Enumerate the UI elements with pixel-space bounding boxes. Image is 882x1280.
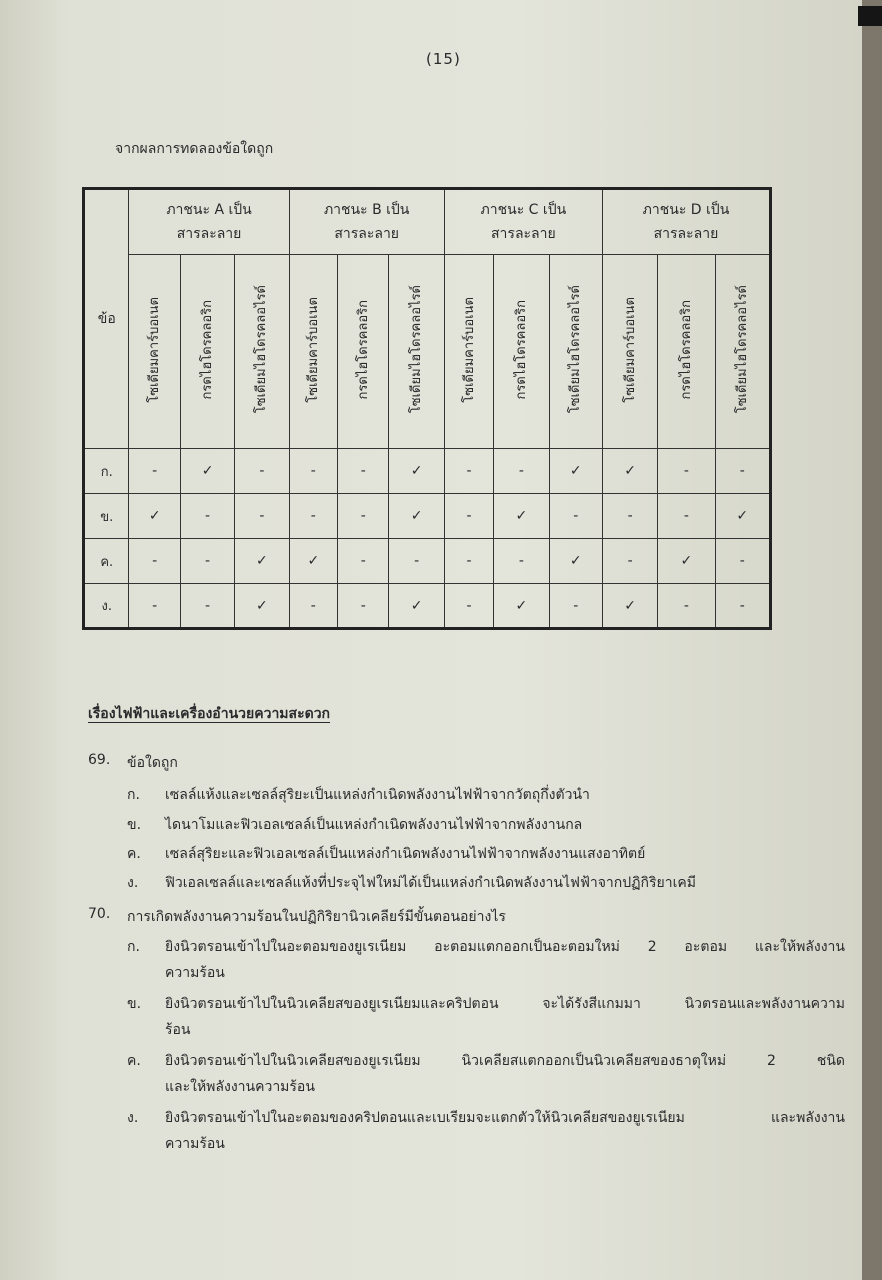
col-header xyxy=(658,255,715,449)
col-header xyxy=(549,255,602,449)
row-label: ค. xyxy=(84,539,129,584)
corner-shadow xyxy=(858,6,882,26)
q70-question: การเกิดพลังงานความร้อนในปฏิกิริยานิวเคลียร์มีขั้นตอนอย่างไร xyxy=(127,909,506,925)
table-cell: - xyxy=(602,539,657,584)
table-cell: ✓ xyxy=(235,539,289,584)
table-cell: - xyxy=(389,539,444,584)
col-header xyxy=(715,255,770,449)
col-header xyxy=(444,255,493,449)
table-cell: - xyxy=(715,539,770,584)
col-header-label: กรดไฮโดรคลอริก xyxy=(200,299,216,400)
option-line: ยิงนิวตรอนเข้าไปในนิวเคลียสของยูเรเนียม นิวเคลียสแตกออกเป็นนิวเคลียสของธาตุใหม่ 2 ชนิด xyxy=(165,1053,845,1069)
table-cell: - xyxy=(549,494,602,539)
table-cell: - xyxy=(338,584,389,629)
table-row xyxy=(84,449,771,494)
option-text xyxy=(165,1107,845,1129)
col-header xyxy=(180,255,234,449)
col-header-label: โซเดียมคาร์บอเนต xyxy=(305,296,321,403)
group-c-line2: สารละลาย xyxy=(491,226,556,242)
col-header xyxy=(389,255,444,449)
table-cell: - xyxy=(715,584,770,629)
table-cell: ✓ xyxy=(715,494,770,539)
row-label: ข. xyxy=(84,494,129,539)
col-header-label: โซเดียมไฮโดรคลอไรด์ xyxy=(734,285,750,414)
col-header xyxy=(289,255,337,449)
table-cell: - xyxy=(180,539,234,584)
group-c-line1: ภาชนะ C เป็น xyxy=(480,202,567,218)
group-header-d xyxy=(602,189,770,255)
option-text: ฟิวเอลเซลล์และเซลล์แห้งที่ประจุไฟใหม่ได้เป็นแหล่งกำเนิดพลังงานไฟฟ้าจากปฏิกิริยาเคมี xyxy=(165,875,696,891)
col-header-label: โซเดียมไฮโดรคลอไรด์ xyxy=(568,285,584,414)
option-label: ค. xyxy=(127,1053,141,1069)
col-header-label: กรดไฮโดรคลอริก xyxy=(513,299,529,400)
table-cell: ✓ xyxy=(658,539,715,584)
table-cell: - xyxy=(658,494,715,539)
option-text-cont: ร้อน xyxy=(165,1022,191,1038)
row-header-cell xyxy=(84,189,129,449)
table-cell: ✓ xyxy=(235,584,289,629)
table-cell: ✓ xyxy=(602,449,657,494)
table-row xyxy=(84,539,771,584)
table-cell: - xyxy=(444,539,493,584)
col-header-label: โซเดียมคาร์บอเนต xyxy=(461,296,477,403)
table-cell: - xyxy=(444,449,493,494)
table-cell: - xyxy=(494,539,549,584)
col-header xyxy=(235,255,289,449)
col-header-label: กรดไฮโดรคลอริก xyxy=(678,299,694,400)
page-number: (15) xyxy=(426,50,461,68)
table-cell: - xyxy=(338,449,389,494)
q69-question: ข้อใดถูก xyxy=(127,755,178,771)
section-heading: เรื่องไฟฟ้าและเครื่องอำนวยความสะดวก xyxy=(88,706,331,722)
table-cell: ✓ xyxy=(549,449,602,494)
table-cell: - xyxy=(494,449,549,494)
group-header-a xyxy=(129,189,289,255)
table-cell: - xyxy=(549,584,602,629)
table-cell: - xyxy=(129,539,180,584)
col-header-label: โซเดียมไฮโดรคลอไรด์ xyxy=(409,285,425,414)
col-header xyxy=(602,255,657,449)
option-text: เซลล์สุริยะและฟิวเอลเซลล์เป็นแหล่งกำเนิดพลังงานไฟฟ้าจากพลังงานแสงอาทิตย์ xyxy=(165,846,646,862)
row-header: ข้อ xyxy=(97,311,116,327)
q69-number: 69. xyxy=(88,752,111,768)
option-text-cont: และให้พลังงานความร้อน xyxy=(165,1079,315,1095)
table-cell: - xyxy=(180,494,234,539)
option-label: ก. xyxy=(127,787,140,803)
table-cell: ✓ xyxy=(549,539,602,584)
option-text: เซลล์แห้งและเซลล์สุริยะเป็นแหล่งกำเนิดพลังงานไฟฟ้าจากวัตถุกึ่งตัวนำ xyxy=(165,787,590,803)
group-d-line2: สารละลาย xyxy=(653,226,719,242)
table-cell: - xyxy=(235,494,289,539)
table-cell: - xyxy=(602,494,657,539)
group-header-b xyxy=(289,189,444,255)
option-label: ง. xyxy=(127,875,139,891)
group-d-line1: ภาชนะ D เป็น xyxy=(642,202,730,218)
col-header-label: กรดไฮโดรคลอริก xyxy=(355,299,371,400)
table-cell: - xyxy=(715,449,770,494)
option-text: ไดนาโมและฟิวเอลเซลล์เป็นแหล่งกำเนิดพลังงานไฟฟ้าจากพลังงานกล xyxy=(165,817,583,833)
option-text-cont: ความร้อน xyxy=(165,965,225,981)
row-label: ก. xyxy=(84,449,129,494)
option-text xyxy=(165,936,845,958)
table-cell: ✓ xyxy=(389,494,444,539)
table-cell: - xyxy=(180,584,234,629)
option-label: ค. xyxy=(127,846,141,862)
option-label: ก. xyxy=(127,939,140,955)
group-a-line2: สารละลาย xyxy=(176,226,242,242)
option-line: ยิงนิวตรอนเข้าไปในอะตอมของยูเรเนียม อะตอมแตกออกเป็นอะตอมใหม่ 2 อะตอม และให้พลังงาน xyxy=(165,939,845,955)
table-cell: - xyxy=(289,584,337,629)
option-line: ยิงนิวตรอนเข้าไปในนิวเคลียสของยูเรเนียมและคริปตอน จะได้รังสีแกมมา นิวตรอนและพลังงานความ xyxy=(165,996,845,1012)
table-cell: ✓ xyxy=(389,449,444,494)
option-label: ง. xyxy=(127,1110,139,1126)
table-row xyxy=(84,494,771,539)
table-cell: ✓ xyxy=(494,494,549,539)
table-cell: - xyxy=(129,584,180,629)
row-label: ง. xyxy=(84,584,129,629)
group-b-line2: สารละลาย xyxy=(334,226,400,242)
option-label: ข. xyxy=(127,996,142,1012)
table-cell: - xyxy=(444,494,493,539)
table-cell: - xyxy=(289,494,337,539)
table-cell: - xyxy=(338,494,389,539)
table-cell: ✓ xyxy=(494,584,549,629)
table-cell: - xyxy=(235,449,289,494)
table-cell: ✓ xyxy=(602,584,657,629)
table-cell: - xyxy=(444,584,493,629)
experiment-results-table xyxy=(82,187,772,630)
table-cell: - xyxy=(658,449,715,494)
group-b-line1: ภาชนะ B เป็น xyxy=(323,202,410,218)
table-cell: ✓ xyxy=(289,539,337,584)
table-cell: - xyxy=(129,449,180,494)
table-cell: ✓ xyxy=(180,449,234,494)
col-header-label: โซเดียมไฮโดรคลอไรด์ xyxy=(254,285,270,414)
option-text xyxy=(165,993,845,1015)
option-label: ข. xyxy=(127,817,142,833)
page-edge xyxy=(862,0,882,1280)
option-line: ยิงนิวตรอนเข้าไปในอะตอมของคริปตอนและเบเรียมจะแตกตัวให้นิวเคลียสของยูเรเนียม และพลังงาน xyxy=(165,1110,845,1126)
table-intro-question: จากผลการทดลองข้อใดถูก xyxy=(115,141,274,157)
table-row xyxy=(84,584,771,629)
option-text xyxy=(165,1050,845,1072)
col-header xyxy=(129,255,180,449)
group-a-line1: ภาชนะ A เป็น xyxy=(166,202,252,218)
table-cell: - xyxy=(289,449,337,494)
col-header xyxy=(338,255,389,449)
col-header-label: โซเดียมคาร์บอเนต xyxy=(147,296,163,403)
table-cell: ✓ xyxy=(389,584,444,629)
col-header-label: โซเดียมคาร์บอเนต xyxy=(622,296,638,403)
q70-number: 70. xyxy=(88,906,111,922)
group-header-c xyxy=(444,189,602,255)
col-header xyxy=(494,255,549,449)
option-text-cont: ความร้อน xyxy=(165,1136,225,1152)
table-cell: - xyxy=(338,539,389,584)
table-cell: - xyxy=(658,584,715,629)
table-cell: ✓ xyxy=(129,494,180,539)
